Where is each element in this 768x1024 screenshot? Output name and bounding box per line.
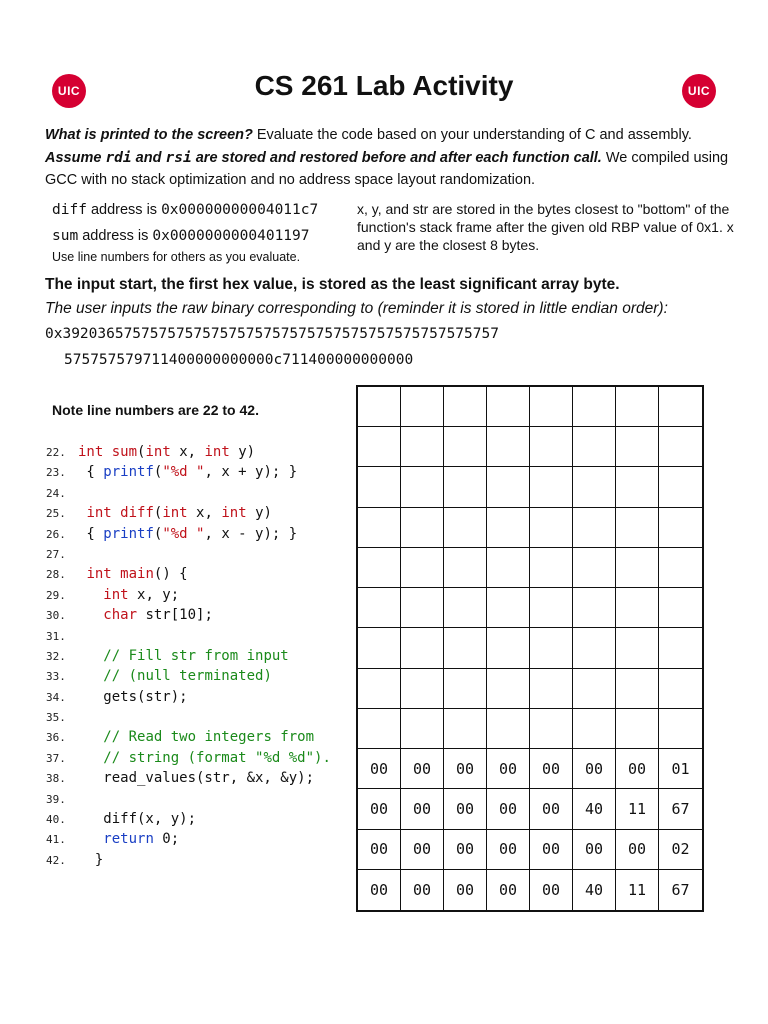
stack-byte-cell [659, 588, 702, 628]
line-number: 34. [46, 690, 66, 704]
code-token: { [78, 464, 104, 481]
stack-byte-cell [616, 467, 659, 507]
question-bold: What is printed to the screen? [45, 127, 253, 143]
line-number: 24. [46, 486, 66, 500]
code-line [46, 789, 331, 809]
code-token [78, 668, 103, 684]
code-line [46, 626, 331, 646]
stack-byte-cell [358, 709, 401, 749]
line-number: 32. [46, 649, 66, 663]
stack-byte-cell [358, 427, 401, 467]
stack-byte-cell [444, 669, 487, 709]
code-token: ( [137, 444, 146, 460]
stack-layout-note: x, y, and str are stored in the bytes closest to "bottom" of the function's stack frame after the given old RBP value of 0x1. x and y are the closest 8 bytes. [357, 201, 734, 253]
code-token: int [204, 444, 230, 460]
stack-byte-cell: 00 [573, 830, 616, 870]
code-line [46, 585, 331, 605]
code-token: gets(str); [78, 688, 188, 705]
stack-byte-cell [573, 387, 616, 427]
code-token: diff [120, 505, 154, 522]
stack-byte-cell: 00 [530, 789, 573, 829]
stack-byte-cell [487, 709, 530, 749]
code-line [46, 544, 331, 564]
stack-byte-cell: 01 [659, 749, 702, 789]
code-token [78, 607, 103, 623]
input-start-note: The input start, the first hex value, is stored as the least significant array byte. [45, 276, 620, 293]
stack-byte-cell: 00 [487, 830, 530, 870]
stack-byte-cell [573, 508, 616, 548]
compile-note: We compiled using GCC with no stack optimization and no address space layout randomization. [45, 149, 729, 188]
code-token: str[10]; [137, 607, 213, 624]
stack-byte-cell [401, 628, 444, 668]
code-line [46, 707, 331, 727]
code-line [46, 442, 331, 462]
code-token: // (null terminated) [103, 668, 272, 685]
stack-byte-cell: 00 [530, 870, 573, 910]
stack-byte-cell [616, 427, 659, 467]
assume-statement: Assume rdi and rsi are stored and restored before and after each function call. [45, 149, 602, 166]
stack-byte-cell [573, 709, 616, 749]
code-line [46, 687, 331, 707]
line-number: 41. [46, 833, 66, 847]
code-line [46, 564, 331, 584]
hex-input-line-2: 575757579711400000000000c711400000000000 [64, 352, 414, 368]
code-line [46, 748, 331, 768]
line-number: 38. [46, 772, 66, 786]
stack-byte-cell: 00 [444, 870, 487, 910]
code-token: ( [153, 464, 163, 481]
stack-byte-cell [487, 588, 530, 628]
stack-byte-cell [616, 709, 659, 749]
stack-byte-cell [358, 467, 401, 507]
stack-byte-cell [358, 387, 401, 427]
line-range-note: Note line numbers are 22 to 42. [52, 402, 259, 418]
code-line [46, 727, 331, 747]
stack-byte-cell [444, 387, 487, 427]
code-token: main [120, 566, 154, 583]
stack-byte-cell [530, 548, 573, 588]
stack-byte-cell [616, 628, 659, 668]
line-number: 30. [46, 609, 66, 623]
code-line [46, 605, 331, 625]
stack-byte-cell [573, 588, 616, 628]
stack-byte-cell [530, 508, 573, 548]
stack-byte-cell [530, 628, 573, 668]
line-number: 22. [46, 446, 66, 459]
line-number: 33. [46, 670, 66, 684]
stack-byte-cell [444, 709, 487, 749]
stack-byte-cell: 00 [444, 749, 487, 789]
uic-logo-left: UIC [52, 74, 86, 108]
code-token: printf [103, 464, 154, 481]
stack-byte-cell [530, 669, 573, 709]
stack-byte-cell [487, 387, 530, 427]
code-token: char [103, 607, 138, 624]
uic-logo-right: UIC [682, 74, 716, 108]
stack-byte-cell [573, 427, 616, 467]
stack-byte-cell [659, 628, 702, 668]
stack-byte-cell [401, 709, 444, 749]
code-token: // Read two integers from [103, 729, 315, 746]
code-token: int [86, 566, 112, 583]
code-token: diff(x, y); [78, 811, 197, 828]
stack-byte-cell [401, 427, 444, 467]
stack-byte-cell: 00 [530, 749, 573, 789]
stack-byte-cell [401, 387, 444, 427]
sum-address: sum address is 0x0000000000401197 [52, 228, 310, 244]
stack-byte-cell [444, 588, 487, 628]
stack-byte-cell [358, 628, 401, 668]
line-number: 35. [46, 711, 66, 725]
stack-byte-cell [573, 548, 616, 588]
code-token: // string (format "%d %d"). [103, 749, 331, 766]
code-line [46, 524, 331, 544]
diff-address: diff address is 0x00000000004011c7 [52, 202, 319, 218]
stack-byte-cell [659, 427, 702, 467]
stack-byte-cell: 00 [358, 789, 401, 829]
code-token: "%d " [162, 464, 205, 481]
stack-byte-cell [616, 588, 659, 628]
stack-byte-cell: 40 [573, 870, 616, 910]
code-token: ( [153, 525, 163, 542]
stack-byte-cell [616, 548, 659, 588]
code-token [112, 505, 120, 521]
code-token: } [78, 851, 104, 868]
stack-byte-cell: 00 [358, 830, 401, 870]
stack-byte-cell [530, 467, 573, 507]
code-token [78, 729, 103, 745]
code-line [46, 809, 331, 829]
stack-byte-cell [530, 709, 573, 749]
line-number: 40. [46, 813, 66, 827]
stack-byte-cell: 40 [573, 789, 616, 829]
hex-input-line-1: 0x39203657575757575757575757575757575757575757575757 [45, 326, 499, 342]
stack-byte-cell: 00 [444, 830, 487, 870]
code-token: { [78, 525, 104, 542]
stack-byte-cell [530, 427, 573, 467]
stack-byte-cell: 00 [401, 749, 444, 789]
code-token [78, 648, 103, 664]
code-token [78, 831, 103, 847]
code-token [78, 587, 103, 603]
question-rest: Evaluate the code based on your understanding of C and assembly. [252, 127, 692, 143]
stack-byte-cell [659, 467, 702, 507]
code-token: x, [170, 444, 205, 460]
stack-byte-cell [616, 508, 659, 548]
line-number: 23. [46, 466, 66, 480]
code-token: return [103, 831, 154, 848]
stack-byte-cell: 00 [401, 870, 444, 910]
code-token: y) [246, 505, 272, 522]
stack-byte-cell: 00 [573, 749, 616, 789]
stack-byte-cell [487, 548, 530, 588]
stack-byte-cell [444, 548, 487, 588]
stack-byte-cell [444, 628, 487, 668]
code-token: y) [229, 444, 256, 460]
code-token: , x + y); } [204, 464, 298, 481]
stack-byte-cell [573, 628, 616, 668]
code-token: x, [187, 505, 222, 522]
code-token: int [221, 505, 247, 522]
line-number: 42. [46, 853, 66, 867]
user-input-note: The user inputs the raw binary corresponding to (reminder it is stored in little endian order): [45, 300, 668, 317]
code-token: int [86, 505, 112, 522]
stack-byte-cell [659, 709, 702, 749]
code-line [46, 646, 331, 666]
stack-byte-cell: 00 [616, 830, 659, 870]
line-number: 37. [46, 751, 66, 765]
code-listing [46, 442, 331, 870]
code-token: int [78, 444, 104, 460]
code-line [46, 768, 331, 788]
code-token: // Fill str from input [103, 647, 289, 664]
stack-byte-cell [659, 669, 702, 709]
code-line [46, 666, 331, 686]
stack-byte-cell: 00 [401, 830, 444, 870]
stack-byte-cell [659, 548, 702, 588]
stack-byte-cell: 11 [616, 789, 659, 829]
stack-byte-cell [358, 588, 401, 628]
stack-byte-cell [616, 387, 659, 427]
code-token: ( [153, 505, 163, 522]
stack-byte-cell [487, 467, 530, 507]
stack-byte-cell: 00 [487, 870, 530, 910]
code-token: () { [153, 566, 188, 583]
line-number: 26. [46, 527, 66, 541]
code-token [112, 566, 120, 582]
code-line [46, 829, 331, 849]
stack-byte-cell [401, 467, 444, 507]
page-title: CS 261 Lab Activity [254, 70, 514, 101]
stack-byte-cell: 11 [616, 870, 659, 910]
stack-byte-cell: 67 [659, 789, 702, 829]
code-token: sum [111, 444, 138, 460]
code-token: "%d " [162, 525, 205, 542]
code-token: x, y; [128, 586, 180, 603]
stack-byte-cell [530, 387, 573, 427]
code-token: read_values(str, &x, &y); [78, 770, 315, 787]
stack-byte-cell: 00 [487, 789, 530, 829]
stack-byte-cell [573, 669, 616, 709]
stack-byte-cell [487, 669, 530, 709]
intro-text [45, 124, 735, 192]
stack-byte-cell: 02 [659, 830, 702, 870]
stack-byte-cell [444, 467, 487, 507]
line-number-hint: Use line numbers for others as you evaluate. [52, 250, 301, 264]
stack-byte-cell: 00 [444, 789, 487, 829]
stack-byte-cell [358, 508, 401, 548]
stack-byte-cell: 00 [358, 749, 401, 789]
stack-byte-cell [401, 588, 444, 628]
line-number: 29. [46, 588, 66, 602]
code-token [103, 444, 111, 460]
stack-byte-cell [487, 628, 530, 668]
line-number: 31. [46, 629, 66, 643]
code-token: int [162, 505, 188, 522]
stack-byte-cell: 00 [401, 789, 444, 829]
code-token: printf [103, 525, 154, 542]
line-number: 28. [46, 568, 66, 582]
code-line [46, 503, 331, 523]
code-token: , x - y); } [204, 525, 298, 542]
stack-byte-cell [358, 669, 401, 709]
stack-byte-cell [659, 508, 702, 548]
stack-byte-cell: 00 [358, 870, 401, 910]
stack-byte-cell [616, 669, 659, 709]
stack-byte-cell [401, 508, 444, 548]
code-line [46, 850, 331, 870]
stack-byte-cell: 00 [487, 749, 530, 789]
stack-byte-cell [444, 508, 487, 548]
stack-byte-cell: 00 [616, 749, 659, 789]
stack-byte-cell [401, 548, 444, 588]
stack-byte-cell [487, 508, 530, 548]
stack-byte-cell [659, 387, 702, 427]
code-token [78, 750, 103, 766]
stack-byte-cell [444, 427, 487, 467]
line-number: 27. [46, 547, 66, 561]
line-number: 25. [46, 507, 66, 521]
stack-grid [356, 385, 704, 912]
code-line [46, 483, 331, 503]
line-number: 39. [46, 792, 66, 806]
stack-byte-cell [487, 427, 530, 467]
stack-byte-cell [401, 669, 444, 709]
stack-byte-cell [358, 548, 401, 588]
stack-byte-cell [530, 588, 573, 628]
stack-byte-cell [573, 467, 616, 507]
stack-byte-cell: 00 [530, 830, 573, 870]
code-line [46, 462, 331, 482]
code-token: int [145, 444, 171, 460]
stack-byte-cell: 67 [671, 880, 690, 899]
line-number: 36. [46, 731, 66, 745]
code-token: 0; [153, 831, 180, 848]
code-token: int [103, 586, 129, 603]
